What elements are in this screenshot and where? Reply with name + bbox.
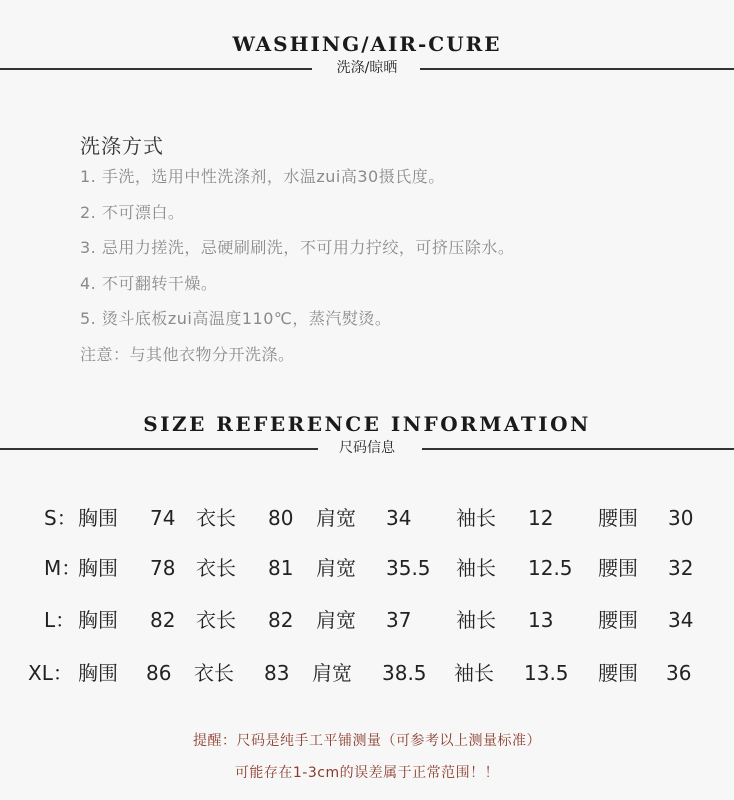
size-label: XL： bbox=[28, 661, 73, 685]
waist-label: 腰围 bbox=[598, 506, 638, 530]
chest-value: 82 bbox=[150, 608, 176, 632]
length-label: 衣长 bbox=[194, 661, 234, 685]
length-label: 衣长 bbox=[196, 506, 236, 530]
washing-header-subtitle: 洗涤/晾晒 bbox=[336, 60, 398, 76]
washing-header-rule bbox=[0, 58, 734, 78]
shoulder-label: 肩宽 bbox=[316, 608, 356, 632]
sleeve-value: 12 bbox=[528, 506, 554, 530]
shoulder-value: 35.5 bbox=[386, 556, 431, 580]
size-header-rule bbox=[0, 438, 734, 458]
waist-label: 腰围 bbox=[598, 556, 638, 580]
washing-instructions-list bbox=[80, 165, 514, 378]
chest-label: 胸围 bbox=[78, 556, 118, 580]
length-label: 衣长 bbox=[196, 556, 236, 580]
washing-item: 3. 忌用力搓洗，忌硬刷刷洗，不可用力拧绞，可挤压除水。 bbox=[80, 238, 515, 257]
shoulder-label: 肩宽 bbox=[316, 556, 356, 580]
sleeve-value: 13 bbox=[528, 608, 554, 632]
size-label: M： bbox=[44, 556, 82, 580]
shoulder-value: 37 bbox=[386, 608, 412, 632]
size-label: S： bbox=[44, 506, 77, 530]
washing-item: 4. 不可翻转干燥。 bbox=[80, 273, 218, 293]
shoulder-value: 34 bbox=[386, 506, 412, 530]
washing-item: 1. 手洗，选用中性洗涤剂，水温zui高30摄氏度。 bbox=[80, 167, 445, 186]
sleeve-value: 12.5 bbox=[528, 556, 573, 580]
washing-method-title: 洗涤方式 bbox=[80, 134, 164, 158]
chest-label: 胸围 bbox=[78, 506, 118, 530]
size-header bbox=[0, 412, 734, 458]
chest-value: 86 bbox=[146, 661, 172, 685]
chest-value: 74 bbox=[150, 506, 176, 530]
size-row-m bbox=[0, 553, 734, 583]
washing-item: 5. 烫斗底板zui高温度110℃，蒸汽熨烫。 bbox=[80, 309, 392, 328]
size-row-l bbox=[0, 605, 734, 635]
shoulder-value: 38.5 bbox=[382, 661, 427, 685]
length-label: 衣长 bbox=[196, 608, 236, 632]
waist-value: 34 bbox=[668, 608, 694, 632]
washing-header-title: WASHING/AIR-CURE bbox=[232, 32, 502, 56]
error-margin-note: 可能存在1-3cm的误差属于正常范围！！ bbox=[234, 765, 500, 781]
sleeve-label: 袖长 bbox=[454, 661, 494, 685]
waist-label: 腰围 bbox=[598, 608, 638, 632]
washing-header bbox=[0, 32, 734, 78]
size-row-s bbox=[0, 503, 734, 533]
length-value: 83 bbox=[264, 661, 290, 685]
sleeve-label: 袖长 bbox=[456, 556, 496, 580]
size-label: L： bbox=[44, 608, 76, 632]
length-value: 81 bbox=[268, 556, 294, 580]
chest-label: 胸围 bbox=[78, 661, 118, 685]
size-row-xl bbox=[0, 658, 734, 688]
shoulder-label: 肩宽 bbox=[316, 506, 356, 530]
size-header-title: SIZE REFERENCE INFORMATION bbox=[143, 412, 591, 436]
waist-label: 腰围 bbox=[598, 661, 638, 685]
length-value: 80 bbox=[268, 506, 294, 530]
washing-item: 2. 不可漂白。 bbox=[80, 202, 185, 222]
chest-value: 78 bbox=[150, 556, 176, 580]
sleeve-label: 袖长 bbox=[456, 506, 496, 530]
sleeve-value: 13.5 bbox=[524, 661, 569, 685]
size-header-subtitle: 尺码信息 bbox=[339, 440, 395, 456]
chest-label: 胸围 bbox=[78, 608, 118, 632]
waist-value: 32 bbox=[668, 556, 694, 580]
washing-note: 注意：与其他衣物分开洗涤。 bbox=[80, 344, 295, 364]
length-value: 82 bbox=[268, 608, 294, 632]
sleeve-label: 袖长 bbox=[456, 608, 496, 632]
shoulder-label: 肩宽 bbox=[312, 661, 352, 685]
waist-value: 36 bbox=[666, 661, 692, 685]
measurement-reminder: 提醒：尺码是纯手工平铺测量（可参考以上测量标准） bbox=[193, 733, 541, 749]
waist-value: 30 bbox=[668, 506, 694, 530]
